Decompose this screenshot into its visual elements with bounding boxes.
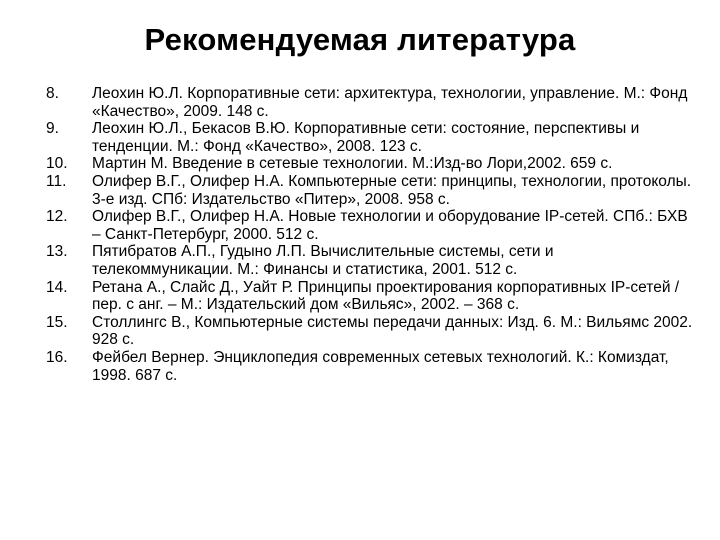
reference-item bbox=[46, 120, 696, 155]
reference-text: Фейбел Вернер. Энциклопедия современных сетевых технологий. К.: Комиздат, 1998. 687 с. bbox=[92, 348, 669, 384]
reference-item bbox=[46, 349, 696, 384]
reference-text: Олифер В.Г., Олифер Н.А. Компьютерные сети: принципы, технологии, протоколы. 3-е изд. СПб: Издательство «Питер», 2008. 958 с. bbox=[92, 172, 692, 208]
reference-text: Ретана А., Слайс Д., Уайт Р. Принципы проектирования корпоративных IP-сетей / пер. с анг. – М.: Издательский дом «Вильяс», 2002. – 368 с. bbox=[92, 278, 680, 314]
reference-text: Мартин М. Введение в сетевые технологии. М.:Изд-во Лори,2002. 659 с. bbox=[92, 155, 613, 173]
reference-item bbox=[46, 208, 696, 243]
reference-number: 12. bbox=[46, 208, 68, 226]
reference-text: Олифер В.Г., Олифер Н.А. Новые технологии и оборудование IP-сетей. СПб.: БХВ – Санкт-Петербург, 2000. 512 с. bbox=[92, 208, 688, 243]
reference-item bbox=[46, 155, 696, 173]
reference-text: Пятибратов А.П., Гудыно Л.П. Вычислительные системы, сети и телекоммуникации. М.: Финансы и статистика, 2001. 512 с. bbox=[92, 243, 554, 278]
reference-list bbox=[46, 85, 696, 384]
reference-number: 15. bbox=[46, 313, 68, 331]
reference-number: 9. bbox=[46, 120, 59, 138]
reference-number: 13. bbox=[46, 243, 68, 261]
reference-text: Столлингс В., Компьютерные системы передачи данных: Изд. 6. М.: Вильямс 2002. 928 с. bbox=[92, 313, 693, 349]
reference-text: Леохин Ю.Л., Бекасов В.Ю. Корпоративные сети: состояние, перспективы и тенденции. М.: Фонд «Качество», 2008. 123 с. bbox=[92, 120, 640, 155]
reference-number: 8. bbox=[46, 85, 59, 102]
reference-item bbox=[46, 279, 696, 314]
reference-number: 14. bbox=[46, 278, 68, 296]
reference-number: 16. bbox=[46, 348, 68, 366]
reference-text: Леохин Ю.Л. Корпоративные сети: архитектура, технологии, управление. М.: Фонд «Качество», 2009. 148 с. bbox=[92, 85, 688, 120]
reference-item bbox=[46, 243, 696, 278]
reference-number: 10. bbox=[46, 155, 68, 173]
reference-number: 11. bbox=[46, 172, 67, 190]
slide-title: Рекомендуемая литература bbox=[144, 22, 576, 57]
reference-item bbox=[46, 314, 696, 349]
reference-item bbox=[46, 85, 696, 120]
reference-item bbox=[46, 173, 696, 208]
